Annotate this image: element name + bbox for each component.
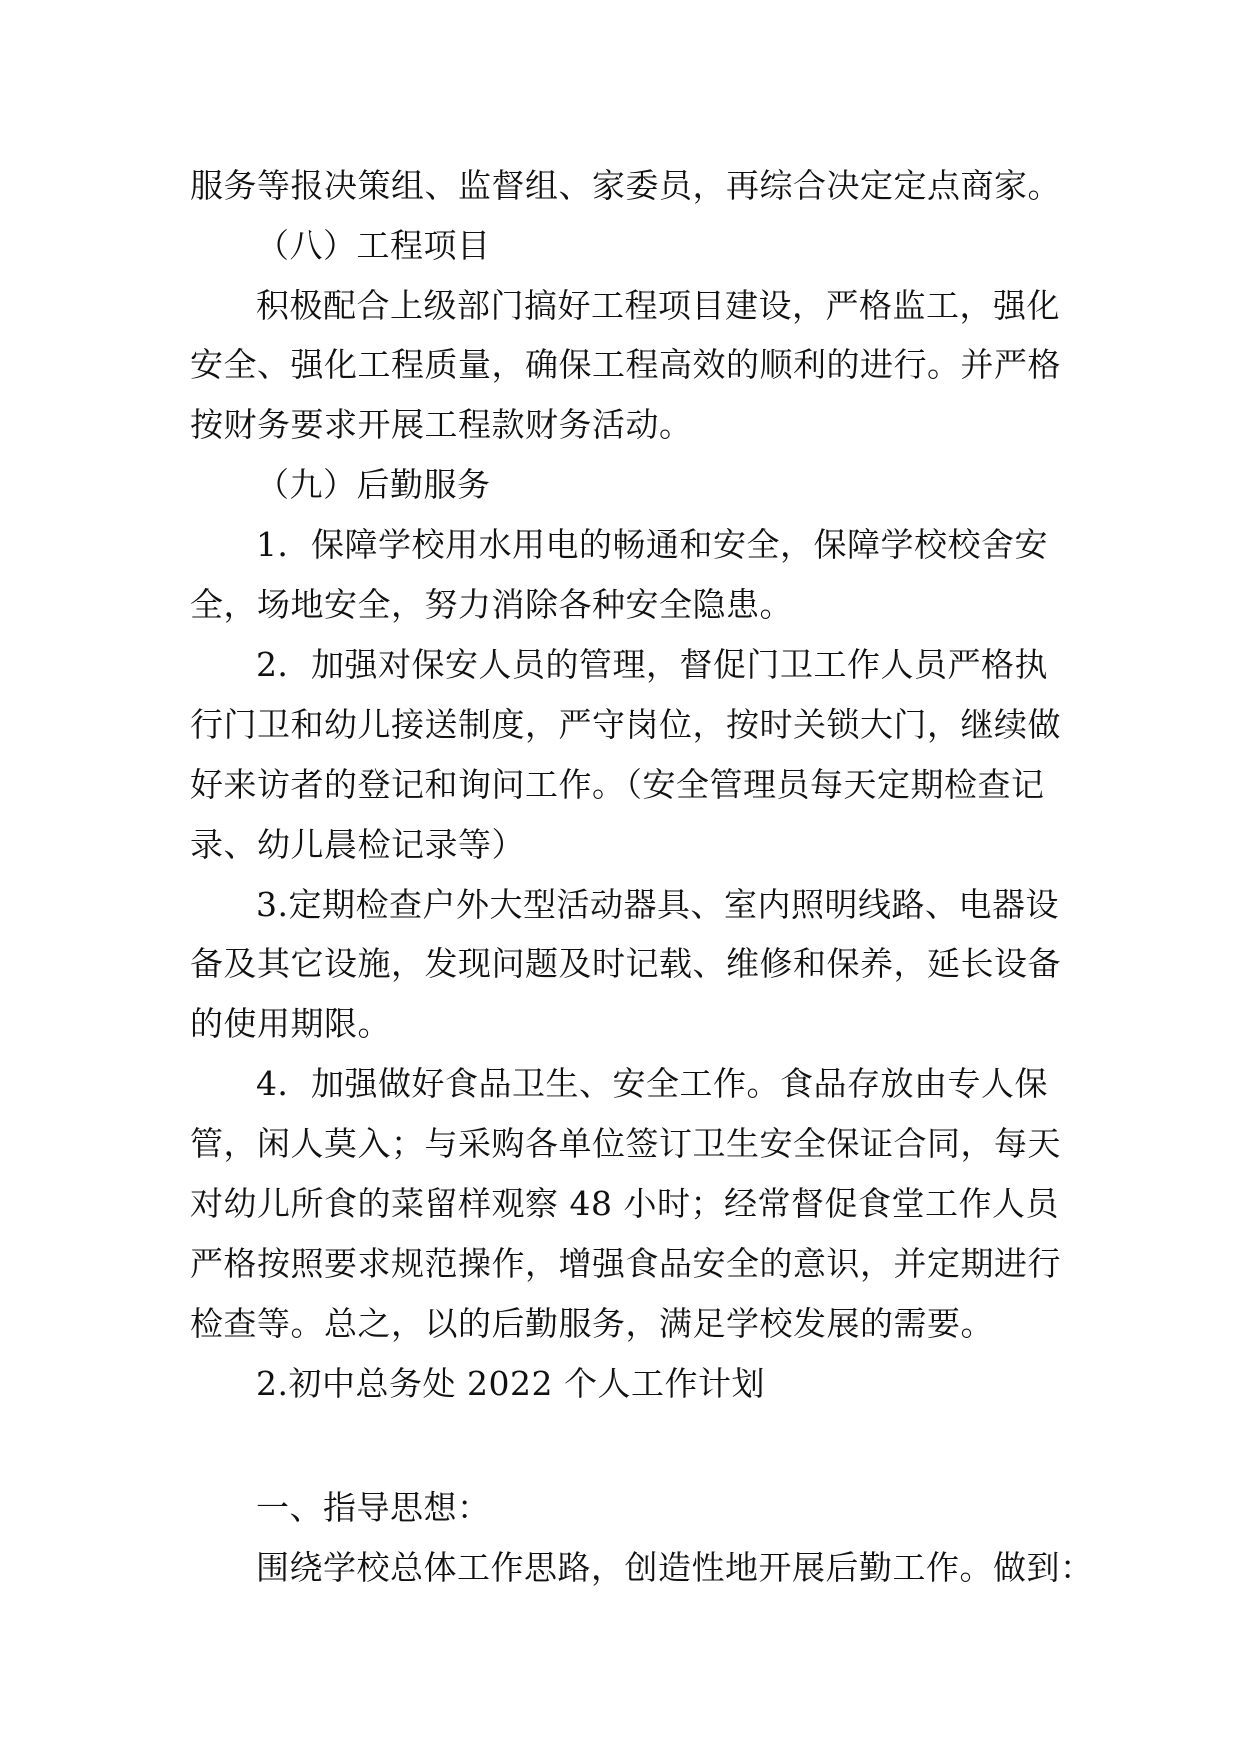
text-line: 严格按照要求规范操作，增强食品安全的意识，并定期进行	[190, 1244, 1061, 1283]
section-heading-1: 一、指导思想：	[256, 1488, 491, 1527]
text-line: 1．保障学校用水用电的畅通和安全，保障学校校舍安	[256, 525, 1048, 564]
text-line: 录、幼儿晨检记录等）	[190, 825, 525, 864]
section-heading-8: （八）工程项目	[256, 226, 491, 265]
text-line: 的使用期限。	[190, 1004, 391, 1043]
text-line: 检查等。总之，以的后勤服务，满足学校发展的需要。	[190, 1304, 994, 1343]
text-line: 安全、强化工程质量，确保工程高效的顺利的进行。并严格	[190, 345, 1061, 384]
text-line: 管，闲人莫入；与采购各单位签订卫生安全保证合同，每天	[190, 1124, 1061, 1163]
text-line: 备及其它设施，发现问题及时记载、维修和保养，延长设备	[190, 944, 1061, 983]
text-line: 对幼儿所食的菜留样观察 48 小时；经常督促食堂工作人员	[190, 1184, 1059, 1223]
text-line: 全，场地安全，努力消除各种安全隐患。	[190, 585, 793, 624]
text-line: 积极配合上级部门搞好工程项目建设，严格监工，强化	[256, 286, 1060, 325]
text-line: 4．加强做好食品卫生、安全工作。食品存放由专人保	[256, 1064, 1048, 1103]
section-heading-9: （九）后勤服务	[256, 465, 491, 504]
text-line: 按财务要求开展工程款财务活动。	[190, 405, 693, 444]
text-line: 服务等报决策组、监督组、家委员，再综合决定定点商家。	[190, 166, 1061, 205]
text-line: 围绕学校总体工作思路，创造性地开展后勤工作。做到：	[256, 1548, 1094, 1587]
text-line: 3.定期检查户外大型活动器具、室内照明线路、电器设	[256, 885, 1059, 924]
document-subtitle: 2.初中总务处 2022 个人工作计划	[256, 1364, 765, 1403]
text-line: 2．加强对保安人员的管理，督促门卫工作人员严格执	[256, 645, 1048, 684]
text-line: 好来访者的登记和询问工作。（安全管理员每天定期检查记	[190, 765, 1045, 804]
text-line: 行门卫和幼儿接送制度，严守岗位，按时关锁大门，继续做	[190, 705, 1061, 744]
